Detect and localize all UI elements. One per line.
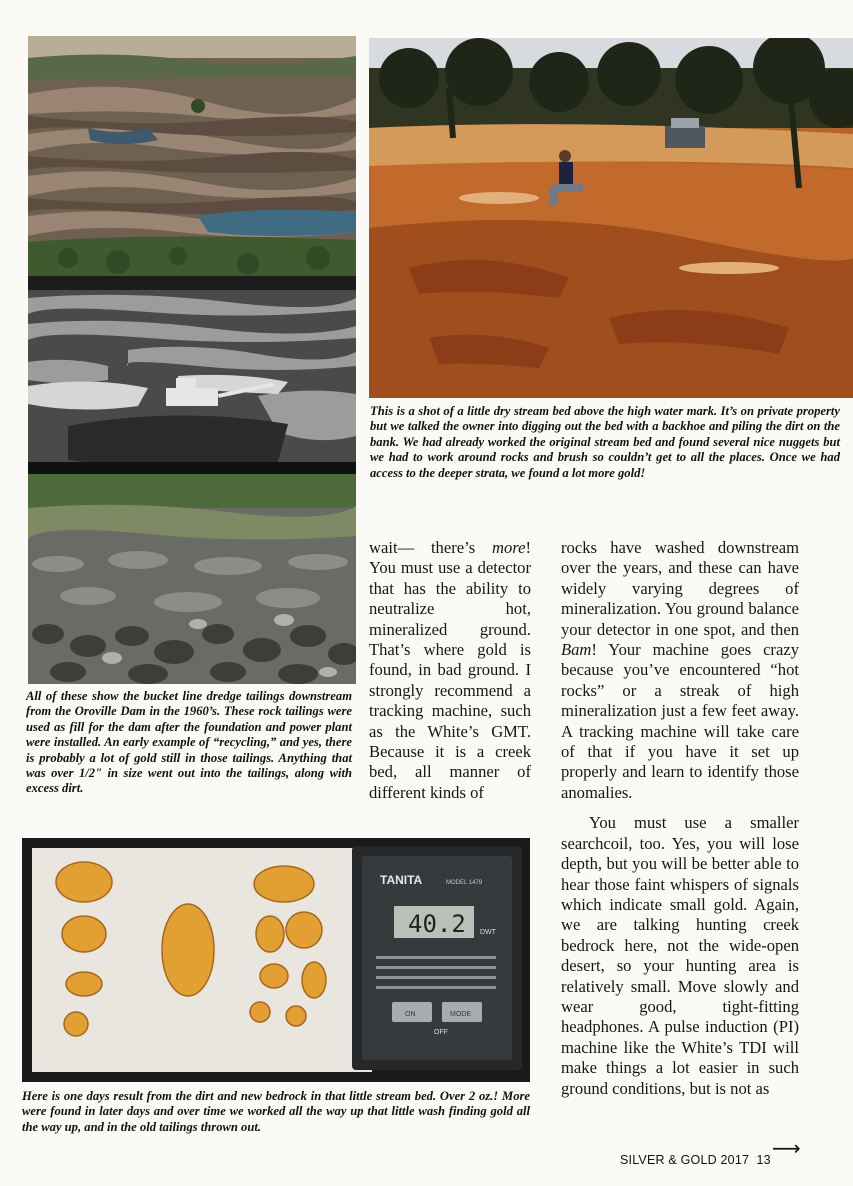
caption-gold-result: Here is one days result from the dirt and new bedrock in that little stream bed. Over 2 oz.! More were found in later days and over time we worked all the way up that little wash finding gold all the way up, and in the old tailings thrown out. xyxy=(22,1089,530,1134)
article-paragraph: You must use a smaller searchcoil, too. Yes, you will lose depth, but you will be better able to hear those faint whispers of signals which indicate small gold. Again, we are talking hunting creek bedrock here, not the wide-open desert, so your hunting area is relatively small. Move slowly and wear good, tight-fitting headphones. A pulse induction (PI) machine like the White’s TDI will make things a lot easier in such ground conditions, but is not as xyxy=(561,813,799,1098)
article-paragraph: rocks have washed downstream over the years, and these can have widely varying degrees of mineralization. You ground balance your detector in one spot, and then Bam! Your machine goes crazy because you’ve encountered “hot rocks” or a streak of high mineralization just a few feet away. A tracking machine will take care of that if you have it set up properly and learn to identify those anomalies. xyxy=(561,538,799,802)
caption-dredge-tailings: All of these show the bucket line dredge tailings downstream from the Oroville Dam in the 1960’s. These rock tailings were used as fill for the dam after the foundation and power plant were installed. An early example of “recycling,” and yes, there is probably a lot of gold still in those tailings. Anything that was over 1/2" in size went out into the tailings, along with excess dirt. xyxy=(26,689,352,796)
scale-unit: DWT xyxy=(480,929,496,936)
scale-off-label: OFF xyxy=(434,1029,448,1036)
photo-aerial-tailings xyxy=(28,36,356,276)
photo-rock-tailings xyxy=(28,474,356,684)
scale-brand: TANITA xyxy=(380,873,423,887)
article-column-middle xyxy=(369,538,531,803)
caption-stream-bed: This is a shot of a little dry stream bed above the high water mark. It’s on private property but we talked the owner into digging out the bed with a backhoe and piling the dirt on the bank. We had already worked the original stream bed and found several nice nuggets but we had to work around rocks and brush so couldn’t get to all the places. Once we had access to the deeper strata, we found a lot more gold! xyxy=(370,404,840,480)
page-footer: SILVER & GOLD 2017 13 xyxy=(620,1153,771,1167)
photo-bw-dredge xyxy=(28,276,356,474)
article-column-right xyxy=(561,538,799,1099)
scale-mode-button: MODE xyxy=(450,1011,471,1018)
article-paragraph: wait— there’s more! You must use a detector that has the ability to neutralize hot, mineralized ground. That’s where gold is found, in bad ground. I strongly recommend a tracking machine, such as the White’s GMT. Because it is a creek bed, all manner of different kinds of xyxy=(369,538,531,802)
scale-model: MODEL 1479 xyxy=(446,880,483,886)
photo-stream-bed xyxy=(369,38,853,398)
scale-display: 40.2 xyxy=(408,910,466,938)
scale-on-button: ON xyxy=(405,1011,416,1018)
photo-gold-nuggets xyxy=(22,838,530,1082)
continue-arrow-icon: ⟶ xyxy=(772,1136,801,1160)
